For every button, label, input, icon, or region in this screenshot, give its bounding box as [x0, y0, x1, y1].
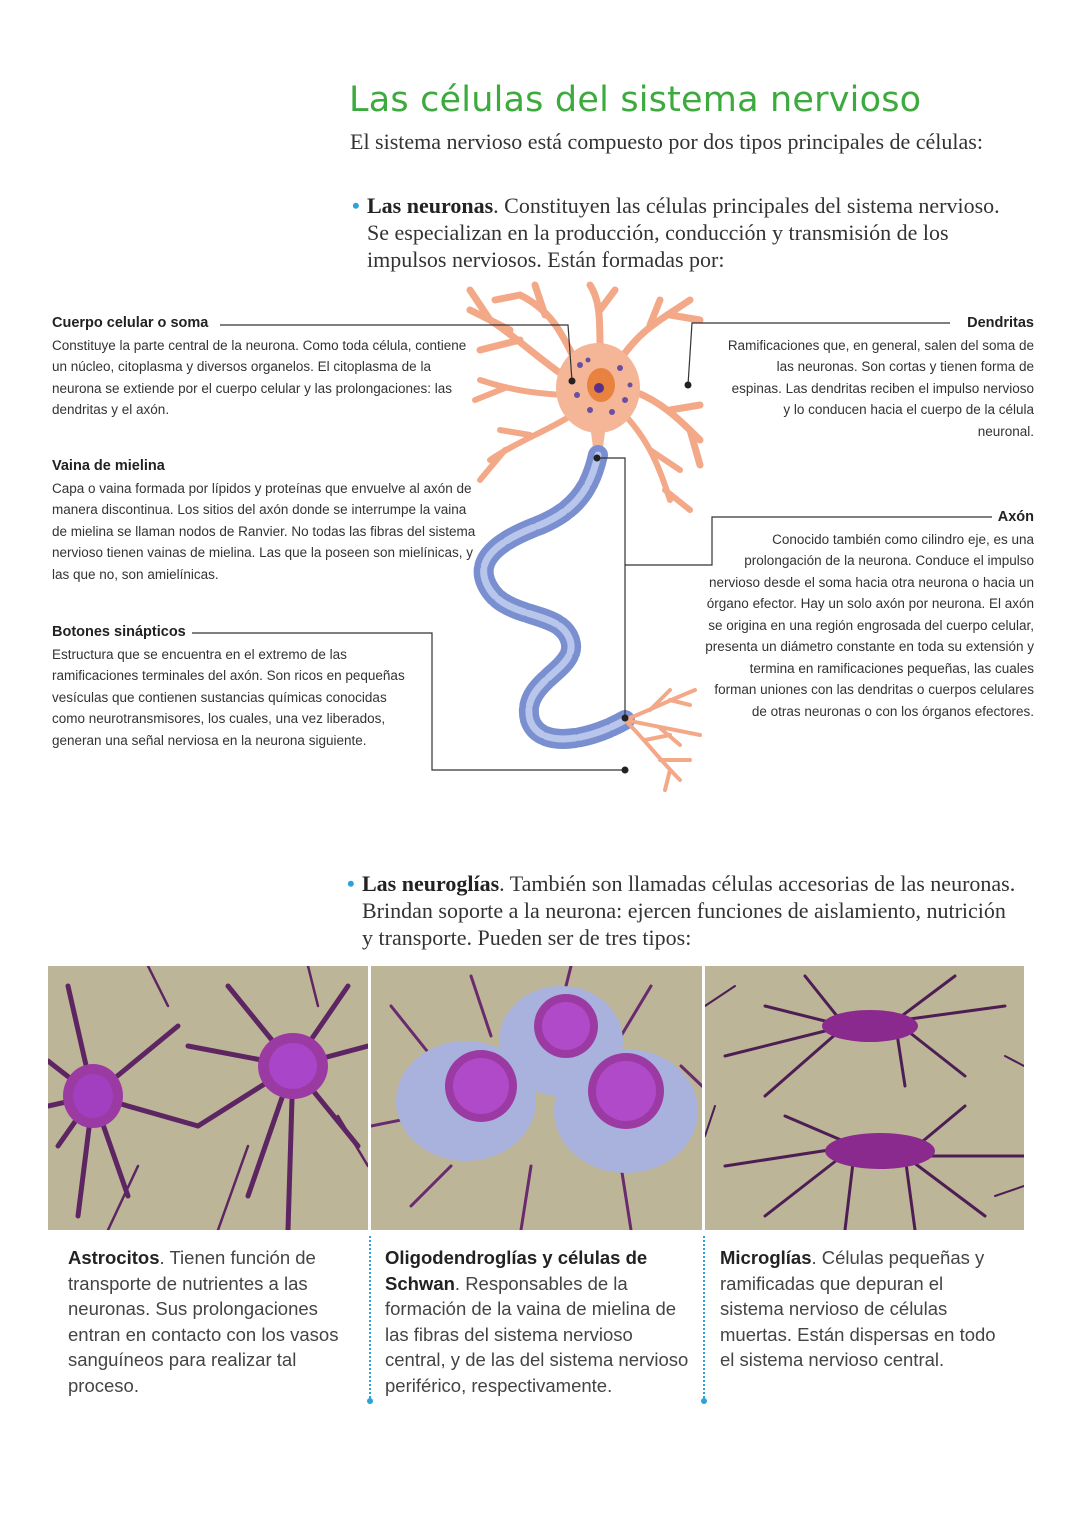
caption-microglias-text: . Células pequeñas y ramificadas que depuran el sistema nervioso de células muertas. Están dispersas en todo el sistema nervioso central. — [720, 1247, 996, 1370]
label-vaina-mielina — [52, 456, 482, 585]
bullet-neuroglias-bold: Las neuroglías — [362, 871, 500, 896]
caption-oligodendroglias — [385, 1245, 690, 1398]
caption-microglias-bold: Microglías — [720, 1247, 812, 1268]
label-cuerpo-heading: Cuerpo celular o soma — [52, 315, 209, 331]
nucleolus — [594, 383, 604, 393]
bullet-icon: • — [352, 193, 360, 218]
label-axon-text: Conocido también como cilindro eje, es una prolongación de la neurona. Conduce el impulso nervioso desde el soma hacia otra neurona o hacia un órgano efector. Hay un solo axón por neurona. El axón se origina en una región engrosada del cuerpo celular, presenta un diámetro constante en toda su extensión y termina en ramificaciones pequeñas, las cuales forman uniones con las dendritas o cuerpos celulares de otras neuronas o con los órganos efectores. — [705, 531, 1034, 719]
label-dendritas-text: Ramificaciones que, en general, salen del soma de las neuronas. Son cortas y tienen forma de espinas. Las dendritas reciben el impulso nervioso y lo conducen hacia el cuerpo de la célula neuronal. — [727, 337, 1034, 439]
astrocitos-image — [48, 966, 368, 1230]
caption-microglias — [720, 1245, 1010, 1373]
label-botones-heading: Botones sinápticos — [52, 624, 186, 640]
caption-oligodendroglias-bold: Oligodendroglías y células de Schwan — [385, 1247, 648, 1294]
page-title: Las células del sistema nervioso — [349, 80, 922, 120]
label-botones-text: Estructura que se encuentra en el extremo de las ramificaciones terminales del axón. Son ricos en pequeñas vesículas que contienen sustancias químicas conocidas como neurotransmisores, los cuales, una vez liberados, generan una señal nerviosa en la neurona siguiente. — [52, 646, 405, 748]
label-axon — [704, 507, 1034, 722]
oligodendroglias-image — [371, 966, 702, 1230]
axon-terminals — [625, 690, 700, 790]
label-cuerpo-celular — [52, 313, 472, 421]
label-dendritas-heading: Dendritas — [967, 315, 1034, 331]
label-vaina-heading: Vaina de mielina — [52, 458, 165, 474]
caption-astrocitos-bold: Astrocitos — [68, 1247, 160, 1268]
intro-text: El sistema nervioso está compuesto por dos tipos principales de células: — [350, 129, 983, 154]
divider-1 — [369, 1236, 371, 1398]
caption-oligodendroglias-text: . Responsables de la formación de la vaina de mielina de las fibras del sistema nervioso central, y de las del sistema nervioso periférico, respectivamente. — [385, 1272, 689, 1396]
label-dendritas — [724, 313, 1034, 442]
label-cuerpo-text: Constituye la parte central de la neurona. Como toda célula, contiene un núcleo, citoplasma y diversos organelos. El citoplasma de la neurona se extiende por el cuerpo celular y las prolongaciones: las dendritas y el axón. — [52, 337, 467, 417]
myelin-sheath — [484, 455, 625, 739]
label-vaina-text: Capa o vaina formada por lípidos y proteínas que envuelve al axón de manera discontinua. Los sitios del axón donde se interrumpe la vaina de mielina se llaman nodos de Ranvier. No todas las fibras del sistema nervioso tienen vainas de mielina. Las que la poseen son mielínicas, y las que no, son amielínicas. — [52, 480, 476, 582]
bullet-neuroglias-text: . También son llamadas células accesorias de las neuronas. Brindan soporte a la neurona: ejercen funciones de aislamiento, nutrición y transporte. Pueden ser de tres tipos: — [362, 871, 1016, 950]
caption-astrocitos — [68, 1245, 358, 1398]
label-botones-sinapticos — [52, 622, 422, 751]
bullet-neuroglias — [347, 870, 1022, 951]
divider-2 — [703, 1236, 705, 1398]
bullet-icon: • — [347, 871, 355, 896]
caption-astrocitos-text: . Tienen función de transporte de nutrientes a las neuronas. Sus prolongaciones entran en contacto con los vasos sanguíneos para realizar tal proceso. — [68, 1247, 339, 1396]
bullet-neuronas-text: . Constituyen las células principales del sistema nervioso. Se especializan en la producción, conducción y transmisión de los impulsos nerviosos. Están formadas por: — [367, 193, 1000, 272]
bullet-neuronas-bold: Las neuronas — [367, 193, 494, 218]
microglias-image — [705, 966, 1024, 1230]
label-axon-heading: Axón — [997, 509, 1034, 525]
